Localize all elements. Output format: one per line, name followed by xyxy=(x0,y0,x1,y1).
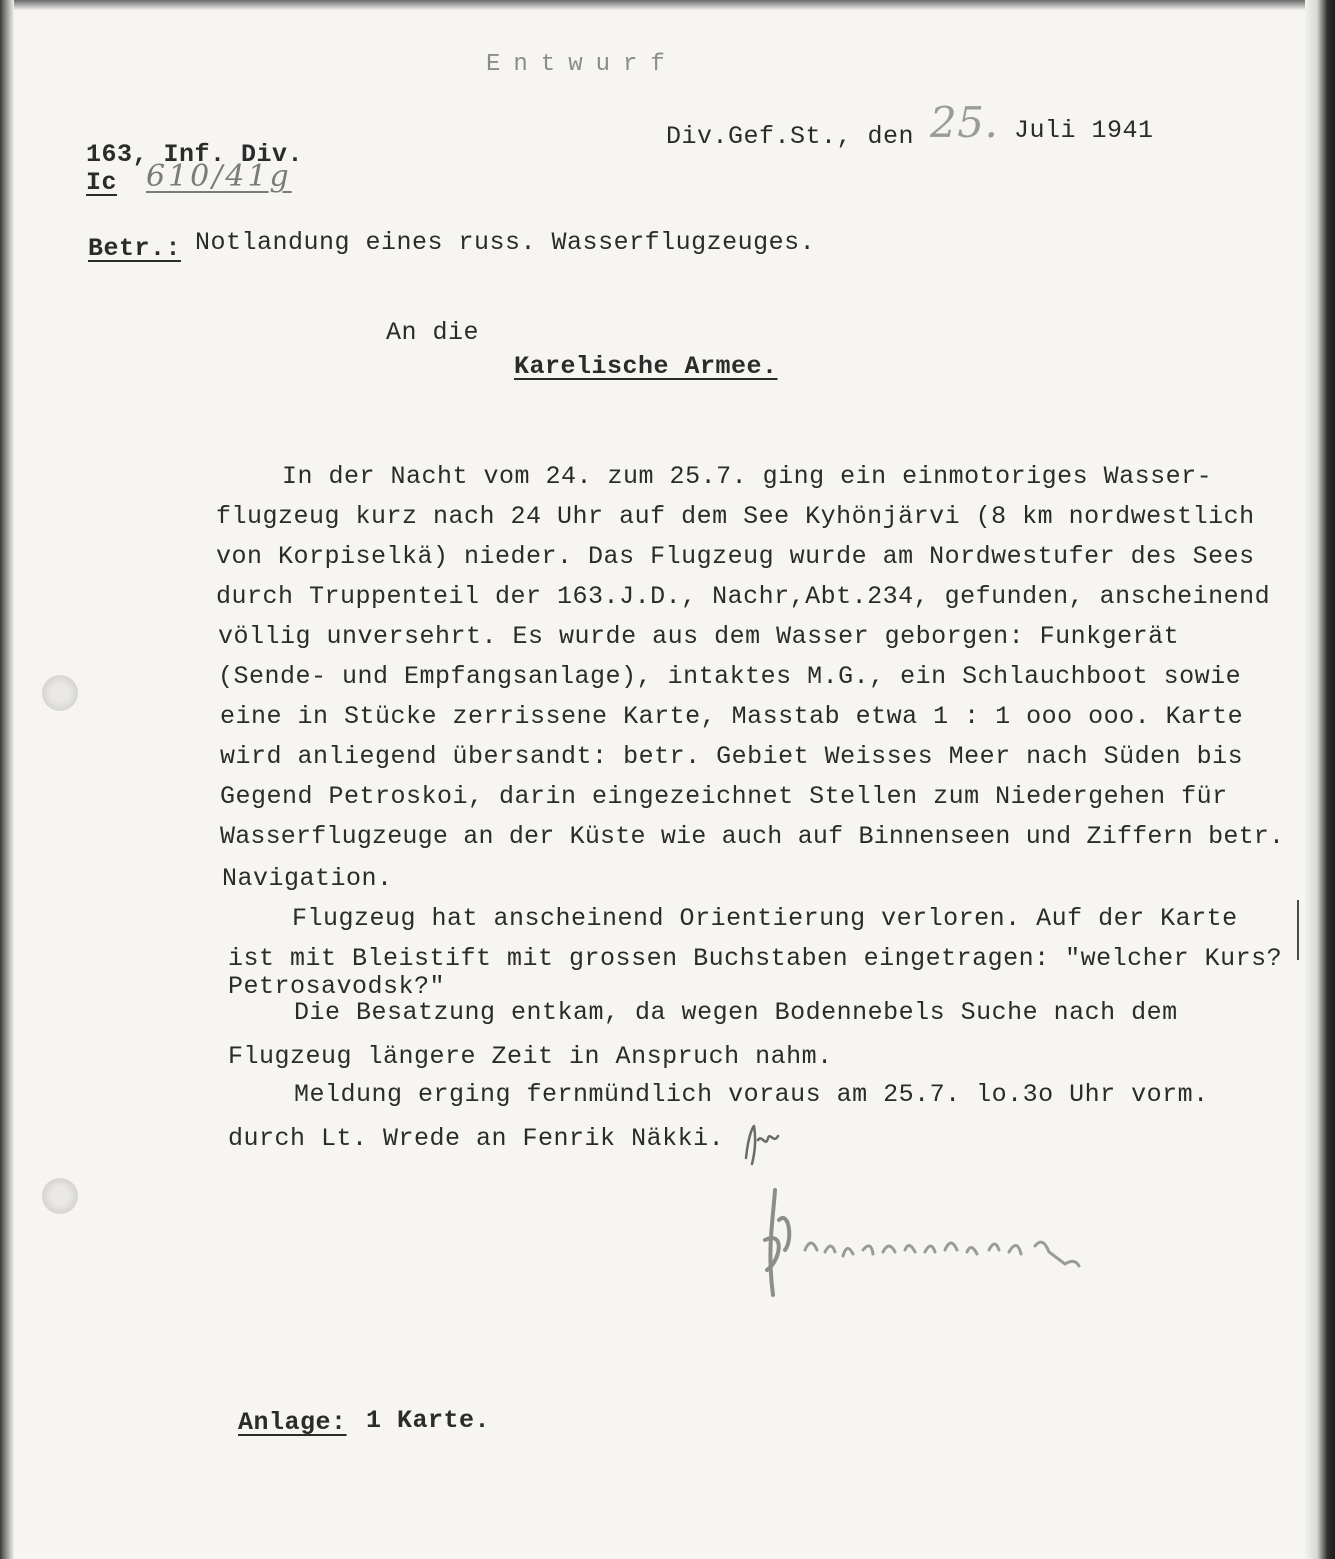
unit-line: 163, Inf. Div. xyxy=(86,140,304,169)
recipient-line-2: Karelische Armee. xyxy=(514,352,778,381)
body-line: völlig unversehrt. Es wurde aus dem Wasser geborgen: Funkgerät xyxy=(218,622,1180,651)
body-line: Meldung erging fernmündlich voraus am 25.7. lo.3o Uhr vorm. xyxy=(294,1080,1209,1109)
body-line: flugzeug kurz nach 24 Uhr auf dem See Kyhönjärvi (8 km nordwestlich xyxy=(216,502,1255,531)
body-line: Navigation. xyxy=(222,864,393,893)
body-line: von Korpiselkä) nieder. Das Flugzeug wurde am Nordwestufer des Sees xyxy=(216,542,1255,571)
recipient-line-1: An die xyxy=(386,318,480,347)
month-year: Juli 1941 xyxy=(1014,116,1154,145)
body-line: durch Truppenteil der 163.J.D., Nachr,Abt.234, gefunden, anscheinend xyxy=(216,582,1271,611)
body-line: ist mit Bleistift mit grossen Buchstaben eingetragen: "welcher Kurs? xyxy=(228,944,1283,973)
body-line: Die Besatzung entkam, da wegen Bodennebels Suche nach dem xyxy=(294,998,1178,1027)
body-line: Petrosavodsk?" xyxy=(228,972,446,1001)
scan-edge-right xyxy=(1305,0,1335,1559)
attachment-label: Anlage: xyxy=(238,1408,347,1437)
handwritten-day: 25. xyxy=(930,98,999,147)
body-line: wird anliegend übersandt: betr. Gebiet Weisses Meer nach Süden bis xyxy=(220,742,1244,771)
body-line: durch Lt. Wrede an Fenrik Näkki. xyxy=(228,1124,725,1153)
punch-hole-bottom xyxy=(42,1178,78,1214)
body-line: eine in Stücke zerrissene Karte, Masstab etwa 1 : 1 ooo ooo. Karte xyxy=(220,702,1244,731)
subject-label: Betr.: xyxy=(88,234,182,263)
body-line: In der Nacht vom 24. zum 25.7. ging ein einmotoriges Wasser- xyxy=(282,462,1213,491)
scan-edge-left xyxy=(0,0,14,1559)
body-line: Gegend Petroskoi, darin eingezeichnet Stellen zum Niedergehen für xyxy=(220,782,1228,811)
body-line: (Sende- und Empfangsanlage), intaktes M.G., ein Schlauchboot sowie xyxy=(218,662,1242,691)
subject-text: Notlandung eines russ. Wasserflugzeuges. xyxy=(195,228,816,257)
body-line: Flugzeug längere Zeit in Anspruch nahm. xyxy=(228,1042,833,1071)
body-line: Flugzeug hat anscheinend Orientierung verloren. Auf der Karte xyxy=(292,904,1238,933)
attachment-text: 1 Karte. xyxy=(366,1406,491,1435)
place-date-prefix: Div.Gef.St., den xyxy=(666,122,915,151)
body-line: Wasserflugzeuge an der Küste wie auch auf Binnenseen und Ziffern betr. xyxy=(220,822,1285,851)
handwritten-initial xyxy=(738,1118,782,1168)
ic-file-number: 610/41g xyxy=(146,159,292,194)
margin-mark xyxy=(1297,900,1299,960)
scan-edge-top xyxy=(0,0,1335,10)
draft-label: Entwurf xyxy=(486,51,678,78)
punch-hole-top xyxy=(42,675,78,711)
ic-label: Ic xyxy=(86,168,118,197)
signature xyxy=(745,1180,1095,1300)
